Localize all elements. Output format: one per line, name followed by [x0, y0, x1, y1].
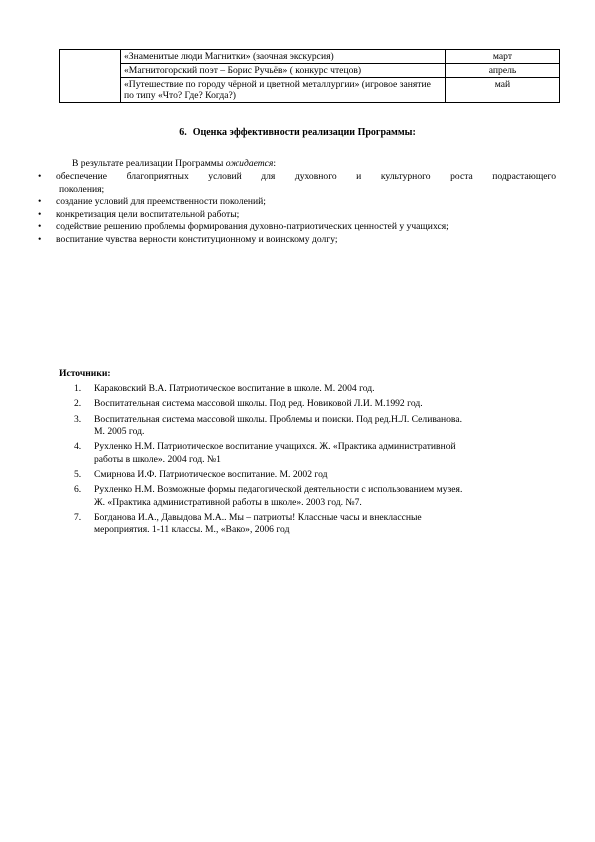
source-number: 2.	[74, 398, 82, 410]
bullet-icon: •	[38, 221, 42, 233]
source-number: 6.	[74, 484, 82, 496]
list-item-text-cont: поколения;	[59, 183, 105, 195]
bullet-icon: •	[38, 196, 42, 208]
bullet-icon: •	[38, 171, 42, 182]
table-cell-empty	[60, 50, 121, 103]
intro-paragraph	[72, 158, 276, 170]
intro-text: В результате реализации Программы	[72, 158, 226, 169]
events-table	[59, 49, 560, 103]
source-number: 3.	[74, 413, 82, 425]
source-number: 1.	[74, 383, 82, 394]
source-text-cont: М. 2005 год.	[94, 425, 145, 437]
source-item	[74, 484, 554, 508]
list-item	[38, 196, 556, 209]
table-row	[60, 64, 560, 78]
source-item	[74, 512, 554, 536]
table-row	[60, 50, 560, 64]
list-item-text: содействие решению проблемы формирования духовно-патриотических ценностей у учащихся;	[56, 221, 449, 233]
source-text: Богданова И.А., Давыдова М.А.. Мы – патриоты! Классные часы и внеклассные	[94, 511, 422, 523]
bullet-icon: •	[38, 233, 42, 245]
intro-colon: :	[273, 158, 277, 169]
bullet-icon: •	[38, 208, 42, 220]
source-text-cont: мероприятия. 1-11 классы. М., «Вако», 2006 год	[94, 524, 290, 536]
source-text: Смирнова И.Ф. Патриотическое воспитание. М. 2002 год	[94, 468, 328, 480]
month-cell: март	[446, 50, 560, 64]
source-number: 7.	[74, 511, 82, 523]
section-number: 6.	[179, 127, 187, 138]
list-item	[38, 221, 556, 234]
source-text-cont: работы в школе». 2004 год. №1	[94, 453, 221, 465]
source-item	[74, 469, 554, 481]
source-item	[74, 441, 554, 465]
event-cell: «Знаменитые люди Магнитки» (заочная экскурсия)	[121, 50, 446, 64]
section-title-text: Оценка эффективности реализации Программы:	[192, 127, 416, 138]
sources-list	[74, 383, 554, 540]
month-cell: май	[446, 78, 560, 103]
event-cell: «Путешествие по городу чёрной и цветной металлургии» (игровое занятие по типу «Что? Где? Когда?)	[121, 78, 446, 103]
source-text: Воспитательная система массовой школы. Проблемы и поиски. Под ред.Н.Л. Селиванова.	[94, 413, 462, 425]
month-cell: апрель	[446, 64, 560, 78]
results-list	[38, 171, 556, 247]
source-text-cont: Ж. «Практика административной работы в школе». 2003 год. №7.	[94, 496, 362, 508]
list-item-text: создание условий для преемственности поколений;	[56, 196, 266, 208]
event-cell: «Магнитогорский поэт – Борис Ручьёв» ( конкурс чтецов)	[121, 64, 446, 78]
source-text: Воспитательная система массовой школы. Под ред. Новиковой Л.И. М.1992 год.	[94, 398, 423, 410]
list-item	[38, 171, 556, 196]
list-item	[38, 209, 556, 222]
source-text: Рухленко Н.М. Возможные формы педагогической деятельности с использованием музея.	[94, 484, 463, 496]
source-number: 5.	[74, 468, 82, 480]
source-item	[74, 398, 554, 410]
source-number: 4.	[74, 441, 82, 453]
source-item	[74, 383, 554, 395]
list-item-text: конкретизация цели воспитательной работы;	[56, 208, 240, 220]
intro-italic: ожидается	[225, 158, 274, 169]
table-row	[60, 78, 560, 103]
section-heading	[0, 127, 595, 139]
source-text: Рухленко Н.М. Патриотическое воспитание учащихся. Ж. «Практика административной	[94, 441, 456, 453]
sources-heading: Источники:	[59, 368, 111, 379]
source-text: Караковский В.А. Патриотическое воспитание в школе. М. 2004 год.	[94, 383, 375, 394]
list-item	[38, 234, 556, 247]
list-item-text: обеспечение благоприятных условий для духовного и культурного роста подрастающего	[56, 171, 556, 182]
list-item-text: воспитание чувства верности конституционному и воинскому долгу;	[56, 233, 338, 245]
source-item	[74, 414, 554, 438]
